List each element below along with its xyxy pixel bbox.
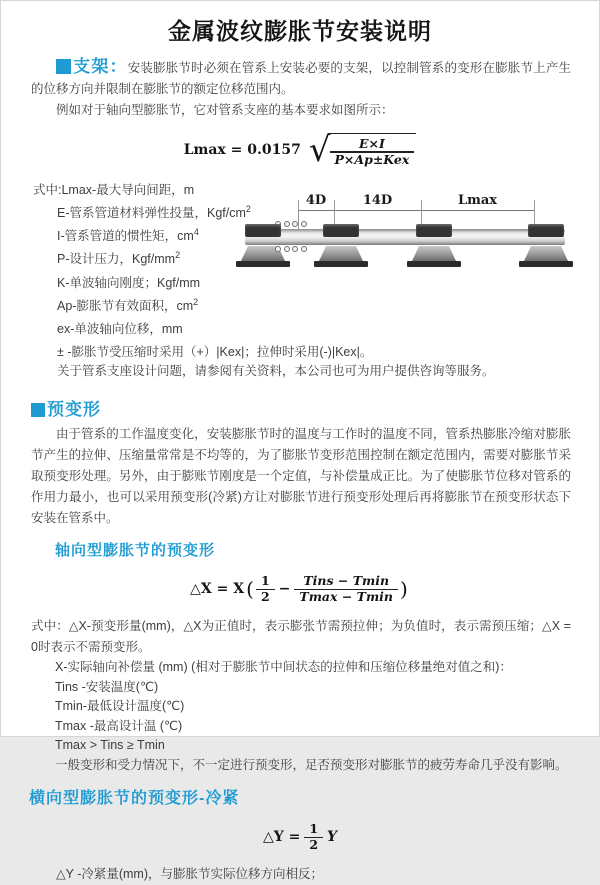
definition-line: ex-单波轴向位移，mm	[57, 322, 183, 337]
lateral-subheading: 横向型膨胀节的预变形-冷紧	[29, 790, 240, 808]
definition-line: I-管系管道的惯性矩，$cm^4$	[57, 227, 199, 244]
one-half-fraction: $\frac{1}{2}$	[304, 822, 323, 852]
open-paren: (	[246, 577, 254, 602]
support-requirement-diagram	[239, 193, 573, 293]
note-line: Tins -安装温度(℃)	[55, 679, 159, 694]
section-square-icon	[56, 59, 71, 74]
definition-line: ± -膨胀节受压缩时采用（+）|Kex|；拉伸时采用(-)|Kex|。	[57, 345, 373, 360]
definition-line: P-设计压力，Kgf/$mm^2$	[57, 250, 181, 267]
formula-numerator: E×I	[330, 137, 415, 152]
predeform-section-heading: 预变形	[47, 400, 101, 420]
predeform-section-heading-line	[31, 395, 599, 420]
minus-operator: −	[278, 581, 291, 598]
axial-notes	[31, 658, 571, 775]
lateral-predeform-formula	[1, 818, 599, 856]
formula-radicand	[328, 133, 417, 168]
definition-line: Ap-膨胀节有效面积，$cm^2$	[57, 296, 199, 313]
dim-label-4d: 4D	[305, 193, 327, 208]
predeform-paragraph: 由于管系的工作温度变化，安装膨胀节时的温度与工作时的温度不同，管系热膨胀冷缩对膨胀节产生的拉伸、压缩量常常是不均等的，为了膨胀节变形范围控制在额定范围内，需要对膨胀节采取预变形处理。另外，由于膨账节刚度是一个定值，与补偿量成正比。为了使膨胀节位移对管系的作用力最小，也可以采用预变形(冷紧)方让对膨胀节进行预变形处理后再将膨胀节在预变形状态下安装在管系中。	[31, 427, 571, 526]
axial-where-note: 式中：△X-预变形量(mm)，△X为正值时，表示膨张节需预拉伸；为负值时，表示需预压缩；△X = 0时表示不需预变形。	[31, 619, 571, 655]
lateral-formula-lhs: △Y =	[262, 829, 301, 846]
dim-label-14d: 14D	[362, 193, 393, 208]
support-intro-text: 安装膨胀节时必须在管系上安装必要的支架，以控制管系的变形在膨胀节上产生的位移方向并限制在膨胀节的额定位移范围内。	[31, 61, 571, 96]
one-half-fraction: $\frac{1}{2}$	[256, 574, 275, 604]
lateral-formula-rhs: Y	[327, 829, 338, 846]
support-intro-paragraph	[31, 56, 571, 100]
note-line: Tmax > Tins ≥ Tmin	[55, 738, 165, 753]
definition-line: K-单波轴向刚度；Kgf/mm	[57, 275, 201, 290]
close-paren: )	[400, 577, 408, 602]
note-line: 一般变形和受力情况下，不一定进行预变形，足否预变形对膨胀节的疲劳寿命几乎没有影响。	[55, 757, 568, 772]
axial-formula-lhs: △X = X	[190, 581, 245, 598]
formula-lhs: Lmax = 0.0157	[183, 142, 301, 158]
definition-line: E-管系管道材料弹性投量，Kgf/$cm^2$	[57, 204, 251, 221]
guide-spacing-formula	[1, 129, 599, 171]
note-line: Tmax -最高设计温 (℃)	[55, 718, 183, 733]
square-root-icon: √	[308, 129, 331, 170]
support-example-line: 例如对于轴向型膨胀节，它对管系支座的基本要求如图所示：	[56, 103, 394, 117]
formula-denominator: P×Ap±Kex	[330, 152, 415, 167]
axial-predeform-formula	[1, 568, 599, 610]
definition-line: 式中:Lmax-最大导向间距，m	[33, 183, 195, 198]
temperature-fraction: $\frac{\text{Tins − Tmin}}{Tmax - Tmin}$	[294, 574, 398, 604]
consulting-note-line: 关于管系支座设计问题，请参阅有关资料，本公司也可为用户提供咨询等服务。	[57, 364, 495, 379]
support-section-heading: 支架：	[73, 57, 128, 76]
lateral-note: △Y -冷紧量(mm)，与膨胀节实际位移方向相反；	[56, 867, 324, 882]
page-title: 金属波纹膨胀节安装说明	[168, 18, 432, 44]
section-square-icon	[31, 403, 45, 417]
note-line: Tmin-最低设计温度(℃)	[55, 699, 185, 714]
dim-label-lmax: Lmax	[457, 193, 498, 208]
axial-subheading: 轴向型膨胀节的预变形	[55, 542, 216, 560]
note-line: X-实际轴向补偿量 (mm) (相对于膨胀节中间状态的拉伸和压缩位移量绝对值之和)：	[55, 660, 512, 675]
